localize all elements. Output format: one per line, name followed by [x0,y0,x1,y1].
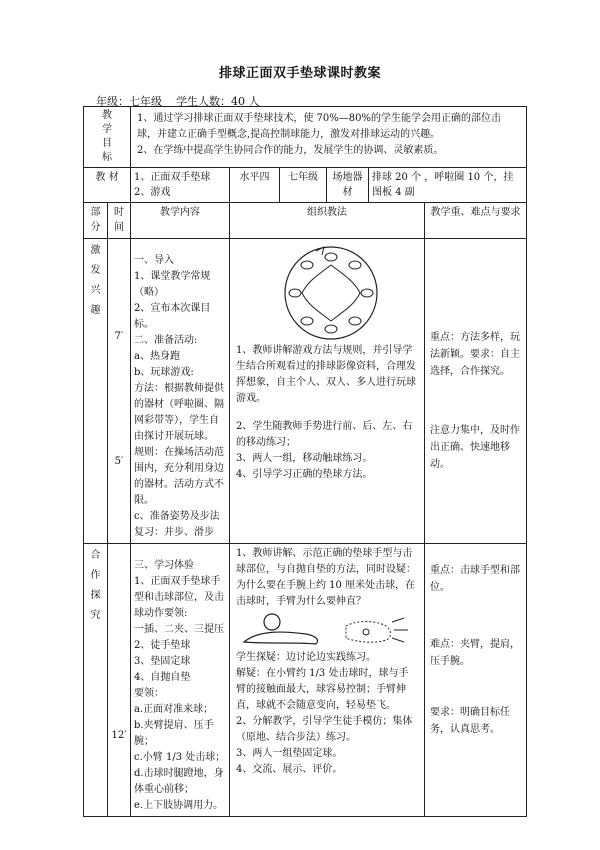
grade-cell: 七年级 [280,168,327,203]
hoop-icon [289,289,301,297]
section-explore-method [230,544,425,817]
content-line: a.正面对准来球； [134,704,214,715]
content-line: 要领： [134,688,164,699]
hoop-icon [301,317,313,325]
content-line: 三、学习体验 [134,560,194,571]
content-line: e.上下肢协调用力。 [134,800,224,811]
motion-lines-icon [392,618,408,642]
content-line: 2、徒手垫球 [134,640,191,651]
section-explore-content [131,544,230,817]
method-text: 3、两人一组垫固定球。 [236,748,343,759]
section-interest-row [84,239,527,544]
venue-label: 场地器材 [327,168,369,203]
section-explore-name [84,544,108,817]
level-cell: 水平四 [230,168,280,203]
key-text: 难点：夹臂，提肩，压手腕。 [430,639,520,667]
method-text: 1、教师讲解、示范正确的垫球手型与击球部位，与自抛自垫的方法，同时设疑：为什么要在手腕上约 10 厘米处击球，在击球时，手臂为什么要伸直？ [236,548,416,607]
header-content: 教学内容 [131,203,230,239]
method-text: 4、引导学习正确的垫球方法。 [236,469,373,480]
method-text: 2、学生随教师手势进行前、后、左、右的移动练习； [236,421,413,448]
hoop-formation-diagram [236,243,418,343]
section-name-char: 究 [90,610,101,621]
content-line: 二、准备活动: [134,335,198,346]
objectives-header [84,107,131,168]
objective-item: 1、通过学习排球正面双手垫球技术，使 70%—80%的学生能学会用正确的部位击球，并建立正确手型概念,提高控制球能力，激发对排球运动的兴趣。 [137,113,501,140]
content-line: 1、正面双手垫球手型和击球部位，及击球动作要领: [134,576,224,619]
materials-label: 教 材 [84,168,131,203]
section-name-char: 激 [90,245,101,256]
method-text: 解疑：在小臂约 1/3 处击球时，球与手臂的接触面最大，球容易控制；手臂伸直，球就不会随意变向，轻易垫飞。 [236,668,409,711]
objectives-header-char: 教 [102,110,112,121]
lesson-plan-table [83,106,527,817]
method-text: 3、两人一组，移动触球练习。 [236,453,373,464]
section-name-char: 兴 [90,285,101,296]
header-part: 部分 [84,203,108,239]
method-text: 学生探疑：边讨论边实践练习。 [236,652,376,663]
content-line: 2、宣布本次课目标。 [134,303,211,330]
contact-point-icon [363,629,369,635]
objective-item: 2、在学练中提高学生协同合作的能力，发展学生的协调、灵敏素质。 [137,145,444,156]
section-interest-time [108,239,131,544]
objectives-header-char: 学 [102,124,112,135]
content-line: c、准备姿势及步法复习：并步、滑步 [134,511,220,538]
arm-position-svg [236,612,425,648]
section-name-char: 探 [90,590,101,601]
content-line: d.击球时腿蹬地，身体重心前移； [134,768,224,795]
section-name-char: 作 [90,570,101,581]
key-text: 要求：明确目标任务，认真思考。 [430,707,510,735]
objectives-header-char: 标 [102,152,112,163]
content-line: 一插、二夹、三提压 [134,624,224,635]
page-title: 排球正面双手垫球课时教案 [218,66,381,81]
inner-path [302,265,360,321]
content-line: 规则：在操场活动范围内，充分利用身边的器材。活动方式不限。 [134,447,224,506]
hoop-icon [301,261,313,269]
hoop-icon [325,325,337,333]
arm-icon [244,632,318,644]
hoop-icon [325,253,337,261]
method-text: 2、分解教学，引导学生徒手模仿；集体（原地、结合步法）练习。 [236,716,413,743]
time-value: 12′ [111,729,127,741]
method-text: 1、教师讲解游戏方法与规则，并引导学生结合所观看过的排球影像资料，合理发挥想象，自主个人、双人、多人进行玩球游戏。 [236,345,416,404]
equipment-cell: 排球 20 个 ，呼啦圈 10 个，挂图板 4 副 [369,168,527,203]
hands-icon [346,622,391,643]
content-line: 方法：根据教师提供的器材（呼啦圈、隔网彩带等），学生自由探讨开展玩球。 [134,383,224,442]
section-name-char: 合 [90,550,101,561]
content-line: 1、课堂教学常规（略） [134,271,211,298]
objectives-header-char: 目 [102,138,112,149]
key-text: 重点：击球手型和部位。 [430,565,520,593]
key-text: 重点：方法多样，玩法新颖。要求：自主选择，合作探究。 [430,332,520,377]
hoop-icon [349,317,361,325]
bump-pose-sketch [236,612,418,648]
hoop-icon [349,261,361,269]
section-explore-time [108,544,131,817]
column-header-row [84,203,527,239]
content-line: b、玩球游戏: [134,367,194,378]
content-line: 4、自抛自垫 [134,672,191,683]
ball-icon [264,614,280,630]
materials-items [131,168,230,203]
materials-item: 1、正面双手垫球 [134,172,211,183]
objectives-row [84,107,527,168]
method-text: 4、交流、展示、评价。 [236,764,343,775]
section-interest-name [84,239,108,544]
grade-label: 年级：七年级 [96,95,162,108]
objectives-content [131,107,527,168]
section-name-char: 发 [90,265,101,276]
key-text: 注意力集中，及时作出正确、快速地移动。 [430,425,520,470]
section-interest-key [425,239,527,544]
materials-row [84,168,527,203]
content-line: 3、垫固定球 [134,656,191,667]
hoop-icon [361,289,373,297]
time-value: 7′ [114,331,124,342]
content-line: 一、导入 [134,255,174,266]
section-explore-key [425,544,527,817]
header-time: 时间 [108,203,131,239]
formation-diagram-svg [236,243,425,343]
section-name-char: 趣 [90,305,101,316]
materials-item: 2、游戏 [134,187,171,198]
section-explore-row [84,544,527,817]
content-line: a、热身跑 [134,351,180,362]
section-interest-content [131,239,230,544]
header-key: 教学重、难点与要求 [425,203,527,239]
students-label: 学生人数：40 人 [176,95,260,108]
section-interest-method [230,239,425,544]
time-value: 5′ [114,456,124,467]
content-line: b.夹臂提肩、压手腕； [134,720,214,747]
header-method: 组织教法 [230,203,425,239]
content-line: c.小臂 1/3 处击球； [134,752,226,763]
